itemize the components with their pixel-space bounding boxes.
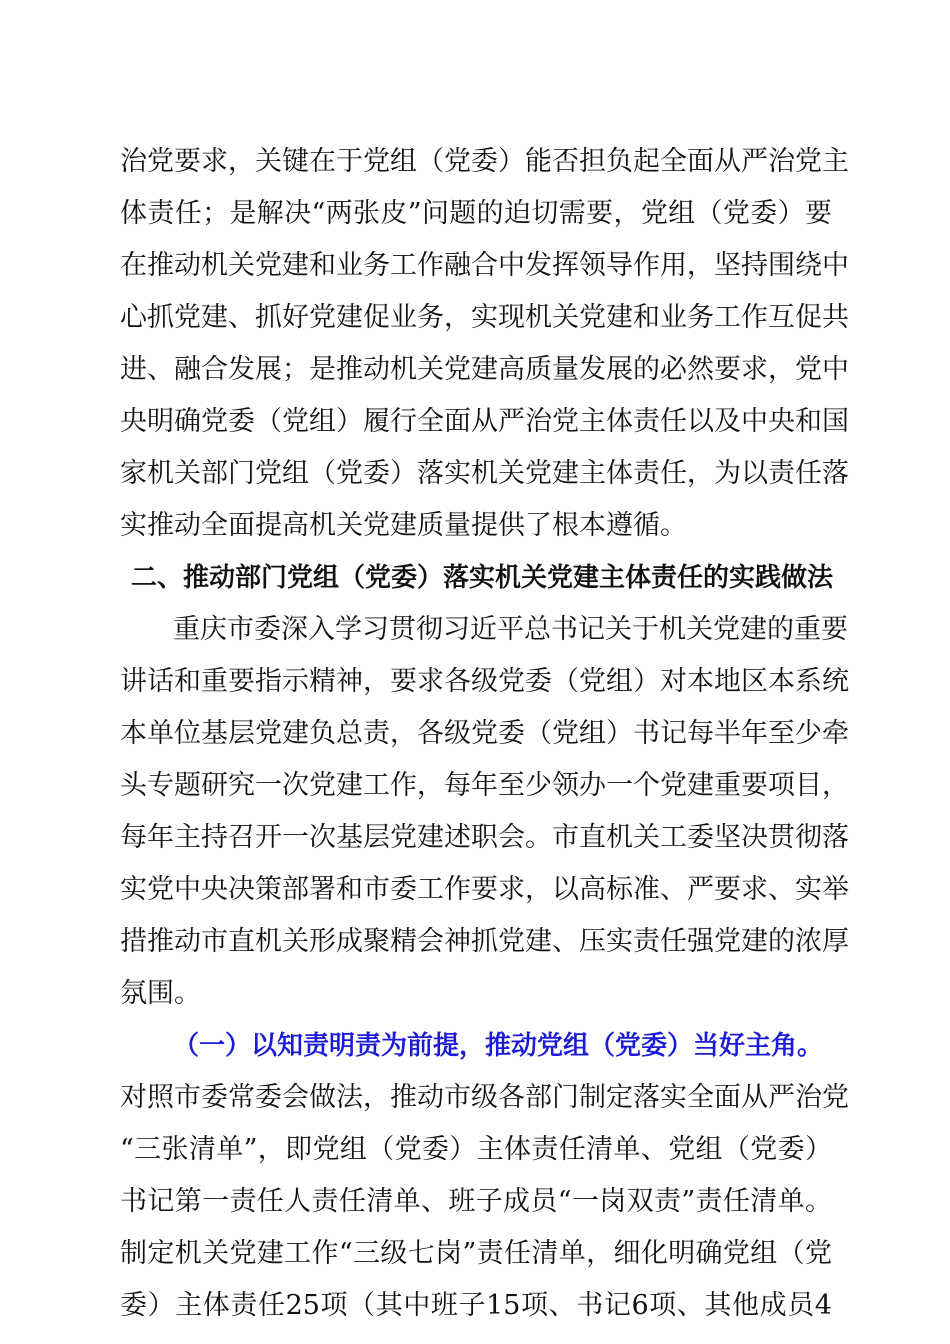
paragraph-line: 心抓党建、抓好党建促业务，实现机关党建和业务工作互促共 xyxy=(120,302,849,333)
text-line xyxy=(0,138,950,186)
text-line xyxy=(0,1178,950,1226)
paragraph-line: 实推动全面提高机关党建质量提供了根本遵循。 xyxy=(120,510,687,541)
paragraph-line: 进、融合发展；是推动机关党建高质量发展的必然要求，党中 xyxy=(120,354,849,385)
paragraph-line: 家机关部门党组（党委）落实机关党建主体责任，为以责任落 xyxy=(120,458,849,489)
text-line xyxy=(0,814,950,862)
text-line xyxy=(0,1282,950,1330)
paragraph-line: 书记第一责任人责任清单、班子成员“一岗双责”责任清单。 xyxy=(120,1186,832,1217)
text-line xyxy=(0,1230,950,1278)
paragraph-line: 央明确党委（党组）履行全面从严治党主体责任以及中央和国 xyxy=(120,406,849,437)
paragraph-line: 治党要求，关键在于党组（党委）能否担负起全面从严治党主 xyxy=(120,146,849,177)
text-line xyxy=(0,294,950,342)
paragraph-line: 本单位基层党建负总责，各级党委（党组）书记每半年至少牵 xyxy=(120,718,849,749)
text-line xyxy=(0,346,950,394)
text-line xyxy=(0,710,950,758)
paragraph-line: 体责任；是解决“两张皮”问题的迫切需要，党组（党委）要 xyxy=(120,198,832,229)
paragraph-line: 对照市委常委会做法，推动市级各部门制定落实全面从严治党 xyxy=(120,1082,849,1113)
text-line xyxy=(0,450,950,498)
paragraph-line: 讲话和重要指示精神，要求各级党委（党组）对本地区本系统 xyxy=(120,666,849,697)
paragraph-line: “三张清单”，即党组（党委）主体责任清单、党组（党委） xyxy=(120,1134,832,1165)
paragraph-line: 在推动机关党建和业务工作融合中发挥领导作用，坚持围绕中 xyxy=(120,250,849,281)
text-line xyxy=(0,1074,950,1122)
paragraph-line: 氛围。 xyxy=(120,978,201,1009)
text-line xyxy=(0,1126,950,1174)
section-heading-text: 二、推动部门党组（党委）落实机关党建主体责任的实践做法 xyxy=(131,563,834,593)
paragraph-line: 制定机关党建工作“三级七岗”责任清单，细化明确党组（党 xyxy=(120,1238,832,1269)
paragraph-line: 措推动市直机关形成聚精会神抓党建、压实责任强党建的浓厚 xyxy=(120,926,849,957)
subsection-heading xyxy=(0,1022,950,1070)
text-line xyxy=(0,866,950,914)
text-line xyxy=(0,606,950,654)
text-line xyxy=(0,970,950,1018)
paragraph-line: 实党中央决策部署和市委工作要求，以高标准、严要求、实举 xyxy=(120,874,849,905)
text-line xyxy=(0,762,950,810)
text-line xyxy=(0,190,950,238)
text-line xyxy=(0,398,950,446)
paragraph-line: 每年主持召开一次基层党建述职会。市直机关工委坚决贯彻落 xyxy=(120,822,849,853)
text-line xyxy=(0,242,950,290)
text-line xyxy=(0,658,950,706)
text-line xyxy=(0,918,950,966)
paragraph-first-line: 重庆市委深入学习贯彻习近平总书记关于机关党建的重要 xyxy=(173,614,848,645)
paragraph-line: 头专题研究一次党建工作，每年至少领办一个党建重要项目， xyxy=(120,770,849,801)
text-line xyxy=(0,502,950,550)
paragraph-line: 委）主体责任25项（其中班子15项、书记6项、其他成员4 xyxy=(120,1290,832,1321)
section-heading xyxy=(0,554,950,602)
subsection-heading-text: （一）以知责明责为前提，推动党组（党委）当好主角。 xyxy=(173,1031,824,1061)
